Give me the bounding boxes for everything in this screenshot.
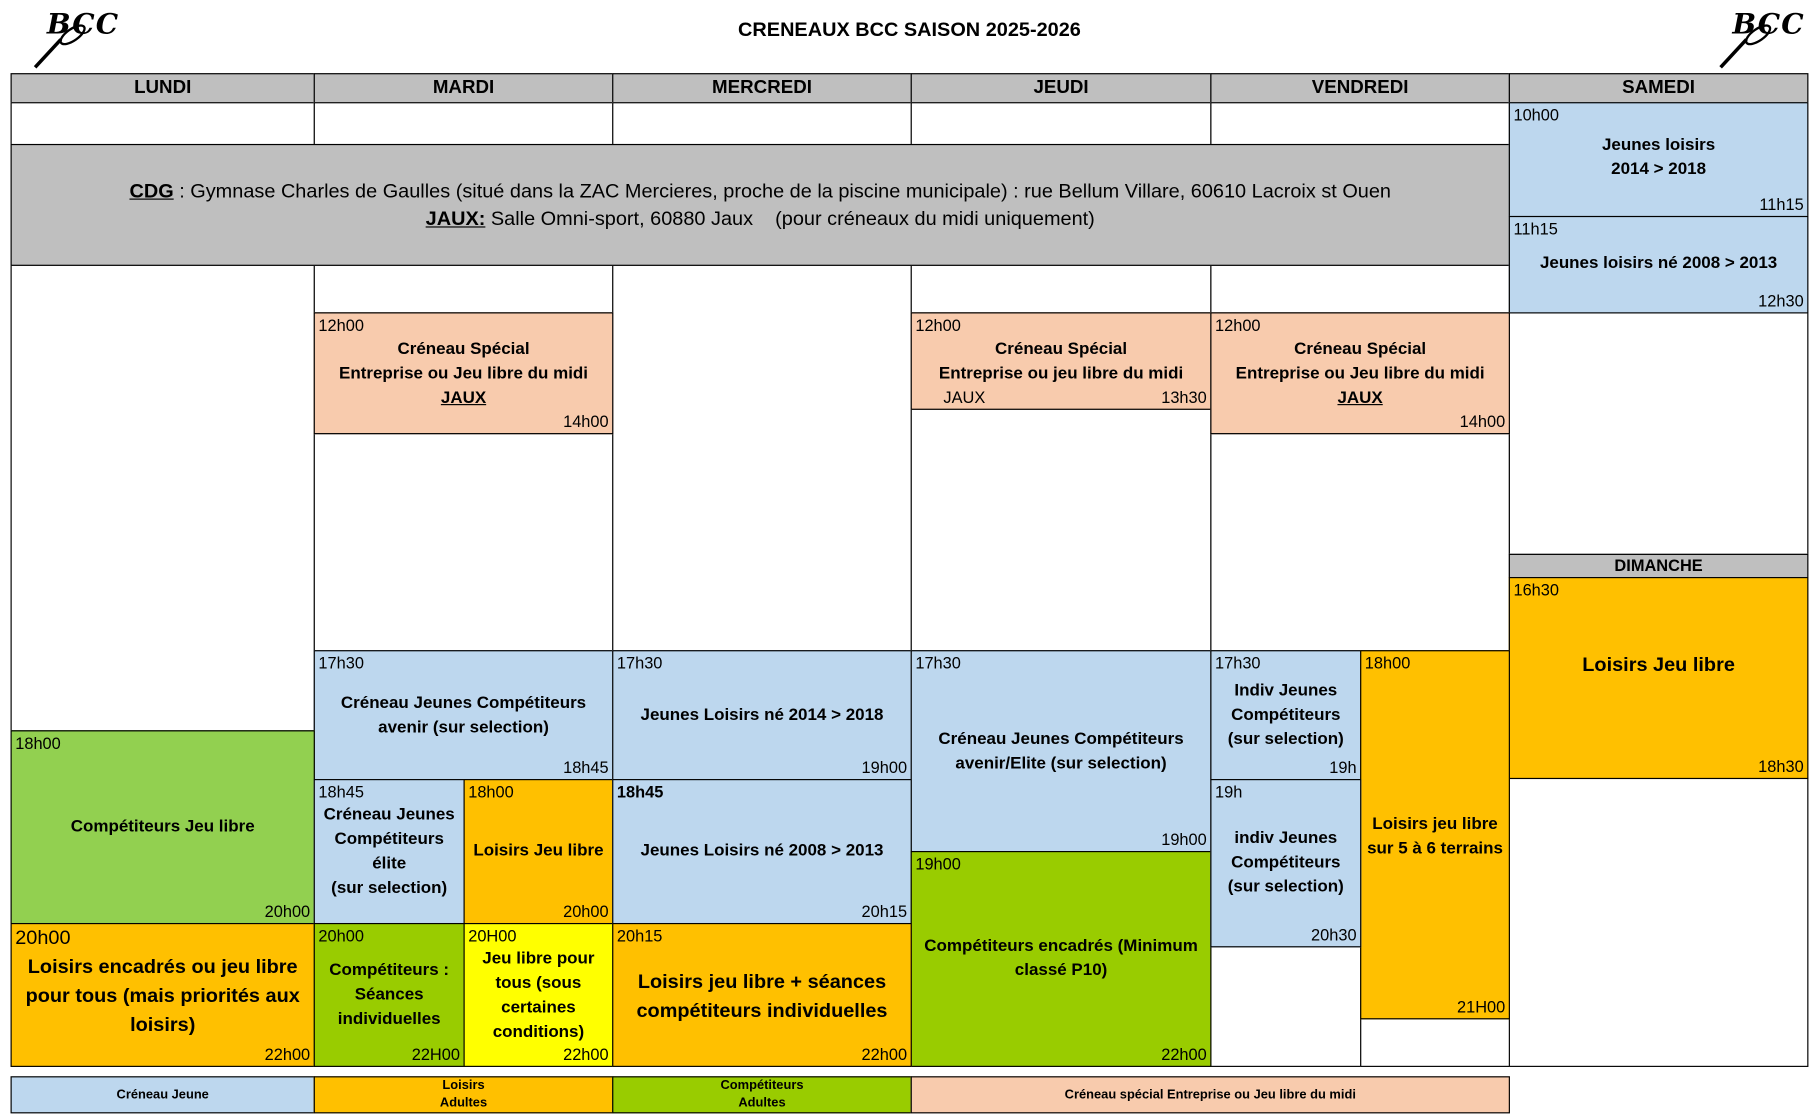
empty-cell xyxy=(11,102,315,145)
slot-label: Indiv Jeunes Compétiteurs (sur selection) xyxy=(1227,681,1344,749)
slot-mercredi-jeunes-loisirs-2008 xyxy=(612,779,912,924)
slot-mardi-midi xyxy=(314,312,614,434)
slot-end-time: 22h00 xyxy=(563,1044,609,1064)
slot-start-time: 18h00 xyxy=(468,782,514,802)
day-header-vendredi: VENDREDI xyxy=(1210,73,1510,103)
slot-start-time: 18h00 xyxy=(15,733,61,753)
empty-cell xyxy=(314,265,614,314)
slot-label: Loisirs encadrés ou jeu libre pour tous (mais priorités aux loisirs) xyxy=(25,955,300,1036)
slot-start-time: 17h30 xyxy=(318,653,364,673)
slot-label: Loisirs jeu libre + séances compétiteurs individuelles xyxy=(636,970,888,1022)
slot-start-time: 20h00 xyxy=(318,926,364,946)
empty-cell xyxy=(314,102,614,145)
slot-end-time: 13h30 xyxy=(1161,387,1207,407)
logo-text: BCC xyxy=(46,6,120,41)
cdg-line xyxy=(12,178,1509,206)
empty-cell xyxy=(1509,312,1809,555)
slot-start-time: 12h00 xyxy=(915,315,961,335)
logo-left xyxy=(26,6,120,70)
slot-label: Créneau Spécial Entreprise ou jeu libre du midi xyxy=(938,340,1184,384)
slot-end-time: 22h00 xyxy=(861,1044,908,1064)
logo-text: BCC xyxy=(1732,6,1805,41)
slot-end-time: 14h00 xyxy=(1459,412,1506,431)
slot-end-time: 22h00 xyxy=(1161,1044,1207,1064)
slot-start-time: 20h00 xyxy=(15,926,71,949)
day-header-lundi: LUNDI xyxy=(11,73,315,103)
logo-right xyxy=(1711,6,1805,70)
slot-label: indiv Jeunes Compétiteurs (sur selection) xyxy=(1227,828,1344,897)
slot-start-time: 19h00 xyxy=(915,854,961,874)
slot-start-time: 18h45 xyxy=(616,782,664,802)
slot-label: Créneau Jeunes Compétiteurs élite (sur selection) xyxy=(323,805,455,898)
empty-cell xyxy=(911,409,1212,652)
empty-cell xyxy=(911,102,1212,145)
slot-start-time: 11h15 xyxy=(1513,219,1558,239)
slot-end-time: 18h30 xyxy=(1758,756,1804,776)
legend-creneau-special: Créneau spécial Entreprise ou Jeu libre du midi xyxy=(911,1076,1510,1113)
slot-end-time: 20h15 xyxy=(861,902,908,921)
slot-end-time: 14h00 xyxy=(563,412,609,431)
slot-samedi-jeunes-loisirs-2008 xyxy=(1509,216,1809,314)
empty-cell xyxy=(1360,1018,1510,1067)
slot-mardi-competiteurs-seances xyxy=(314,923,465,1067)
empty-cell xyxy=(11,265,315,732)
slot-start-time: 18h45 xyxy=(318,782,364,802)
day-header-jeudi: JEUDI xyxy=(911,73,1212,103)
badminton-racket-icon xyxy=(1711,7,1795,70)
slot-label: Jeunes loisirs 2014 > 2018 xyxy=(1601,135,1716,179)
legend-loisirs-adultes: Loisirs Adultes xyxy=(314,1076,614,1113)
cdg-address: : Gymnase Charles de Gaulles (situé dans la ZAC Mercieres, proche de la piscine municipale) : rue Bellum Villare, 60610 Lacroix st Ouen xyxy=(173,179,1392,203)
slot-start-time: 12h00 xyxy=(318,315,364,335)
empty-cell xyxy=(1210,265,1510,314)
slot-start-time: 20H00 xyxy=(468,926,517,946)
legend-creneau-jeune: Créneau Jeune xyxy=(11,1076,315,1113)
empty-cell xyxy=(1210,102,1510,145)
slot-end-time: 19h00 xyxy=(1161,830,1207,849)
slot-start-time: 17h30 xyxy=(616,653,663,673)
slot-label: Compétiteurs : Séances individuelles xyxy=(329,961,450,1029)
slot-label: Jeu libre pour tous (sous certaines conditions) xyxy=(482,949,595,1042)
slot-start-time: 17h30 xyxy=(915,653,961,673)
slot-label: Créneau Spécial Entreprise ou Jeu libre du midi JAUX xyxy=(1235,340,1485,408)
empty-cell xyxy=(1210,433,1510,651)
slot-label: Compétiteurs encadrés (Minimum classé P10) xyxy=(924,936,1198,980)
slot-end-time: 20h30 xyxy=(1311,925,1357,944)
slot-label: Loisirs Jeu libre xyxy=(1582,653,1735,676)
slot-mardi-jeunes-competiteurs-avenir xyxy=(314,650,614,780)
badminton-racket-icon xyxy=(26,7,110,70)
slot-label: Créneau Jeunes Compétiteurs avenir (sur selection) xyxy=(340,694,587,738)
empty-cell xyxy=(314,433,614,651)
slot-end-time: 21H00 xyxy=(1456,997,1506,1016)
slot-start-time: 10h00 xyxy=(1513,105,1560,125)
slot-location: JAUX xyxy=(943,387,986,407)
slot-start-time: 16h30 xyxy=(1513,580,1560,600)
slot-mardi-loisirs-jeu-libre xyxy=(464,779,614,924)
slot-label: Créneau Spécial Entreprise ou Jeu libre du midi JAUX xyxy=(339,340,589,408)
slot-vendredi-midi xyxy=(1210,312,1510,434)
slot-start-time: 18h00 xyxy=(1364,653,1411,673)
jaux-label: JAUX: xyxy=(425,207,486,230)
empty-cell xyxy=(612,265,912,652)
slot-vendredi-indiv-jeunes-2 xyxy=(1210,779,1361,947)
slot-start-time: 12h00 xyxy=(1214,315,1261,335)
slot-mardi-jeu-libre-tous xyxy=(464,923,614,1067)
slot-label: Jeunes loisirs né 2008 > 2013 xyxy=(1539,254,1778,273)
slot-jeudi-competiteurs-encadres xyxy=(911,851,1212,1067)
slot-end-time: 22h00 xyxy=(264,1044,311,1064)
page-title: CRENEAUX BCC SAISON 2025-2026 xyxy=(738,18,1081,41)
slot-dimanche-loisirs xyxy=(1509,577,1809,779)
day-header-samedi: SAMEDI xyxy=(1509,73,1809,103)
slot-end-time: 22H00 xyxy=(411,1044,461,1064)
slot-mercredi-jeunes-loisirs-2014 xyxy=(612,650,912,780)
slot-samedi-jeunes-loisirs-2014 xyxy=(1509,102,1809,217)
slot-label: Loisirs jeu libre sur 5 à 6 terrains xyxy=(1367,815,1503,858)
slot-end-time: 19h xyxy=(1329,758,1357,777)
slot-vendredi-loisirs-jeu-libre xyxy=(1360,650,1510,1019)
empty-cell xyxy=(612,102,912,145)
slot-label: Loisirs Jeu libre xyxy=(473,841,604,861)
jaux-line xyxy=(12,205,1509,233)
slot-lundi-competiteurs-jeu-libre xyxy=(11,730,315,924)
location-info-banner xyxy=(11,144,1510,266)
empty-cell xyxy=(1210,946,1361,1067)
slot-mardi-jeunes-competiteurs-elite xyxy=(314,779,465,924)
cdg-label: CDG xyxy=(129,179,174,203)
slot-end-time: 20h00 xyxy=(264,902,311,921)
slot-end-time: 11h15 xyxy=(1759,195,1804,214)
day-header-mardi: MARDI xyxy=(314,73,614,103)
slot-label: Jeunes Loisirs né 2014 > 2018 xyxy=(640,705,884,725)
slot-label: Compétiteurs Jeu libre xyxy=(70,817,255,836)
slot-end-time: 20h00 xyxy=(563,902,609,921)
legend-competiteurs-adultes: Compétiteurs Adultes xyxy=(612,1076,912,1113)
slot-start-time: 20h15 xyxy=(616,926,663,946)
slot-vendredi-indiv-jeunes-1 xyxy=(1210,650,1361,780)
slot-jeudi-jeunes-competiteurs-elite xyxy=(911,650,1212,852)
slot-end-time: 19h00 xyxy=(861,758,908,777)
slot-jeudi-midi xyxy=(911,312,1212,410)
slot-end-time: 18h45 xyxy=(563,758,609,777)
slot-mercredi-loisirs-seances xyxy=(612,923,912,1067)
jaux-address: Salle Omni-sport, 60880 Jaux (pour créneaux du midi uniquement) xyxy=(485,207,1095,230)
slot-start-time: 19h xyxy=(1214,782,1243,802)
empty-cell xyxy=(1509,778,1809,1067)
slot-start-time: 17h30 xyxy=(1214,653,1261,673)
slot-label: Jeunes Loisirs né 2008 > 2013 xyxy=(640,841,884,861)
slot-label: Créneau Jeunes Compétiteurs avenir/Elite (sur selection) xyxy=(938,730,1184,774)
day-header-mercredi: MERCREDI xyxy=(612,73,912,103)
slot-lundi-loisirs-encadres xyxy=(11,923,315,1067)
empty-cell xyxy=(911,265,1212,314)
slot-end-time: 12h30 xyxy=(1758,291,1804,310)
day-header-dimanche: DIMANCHE xyxy=(1509,554,1809,578)
